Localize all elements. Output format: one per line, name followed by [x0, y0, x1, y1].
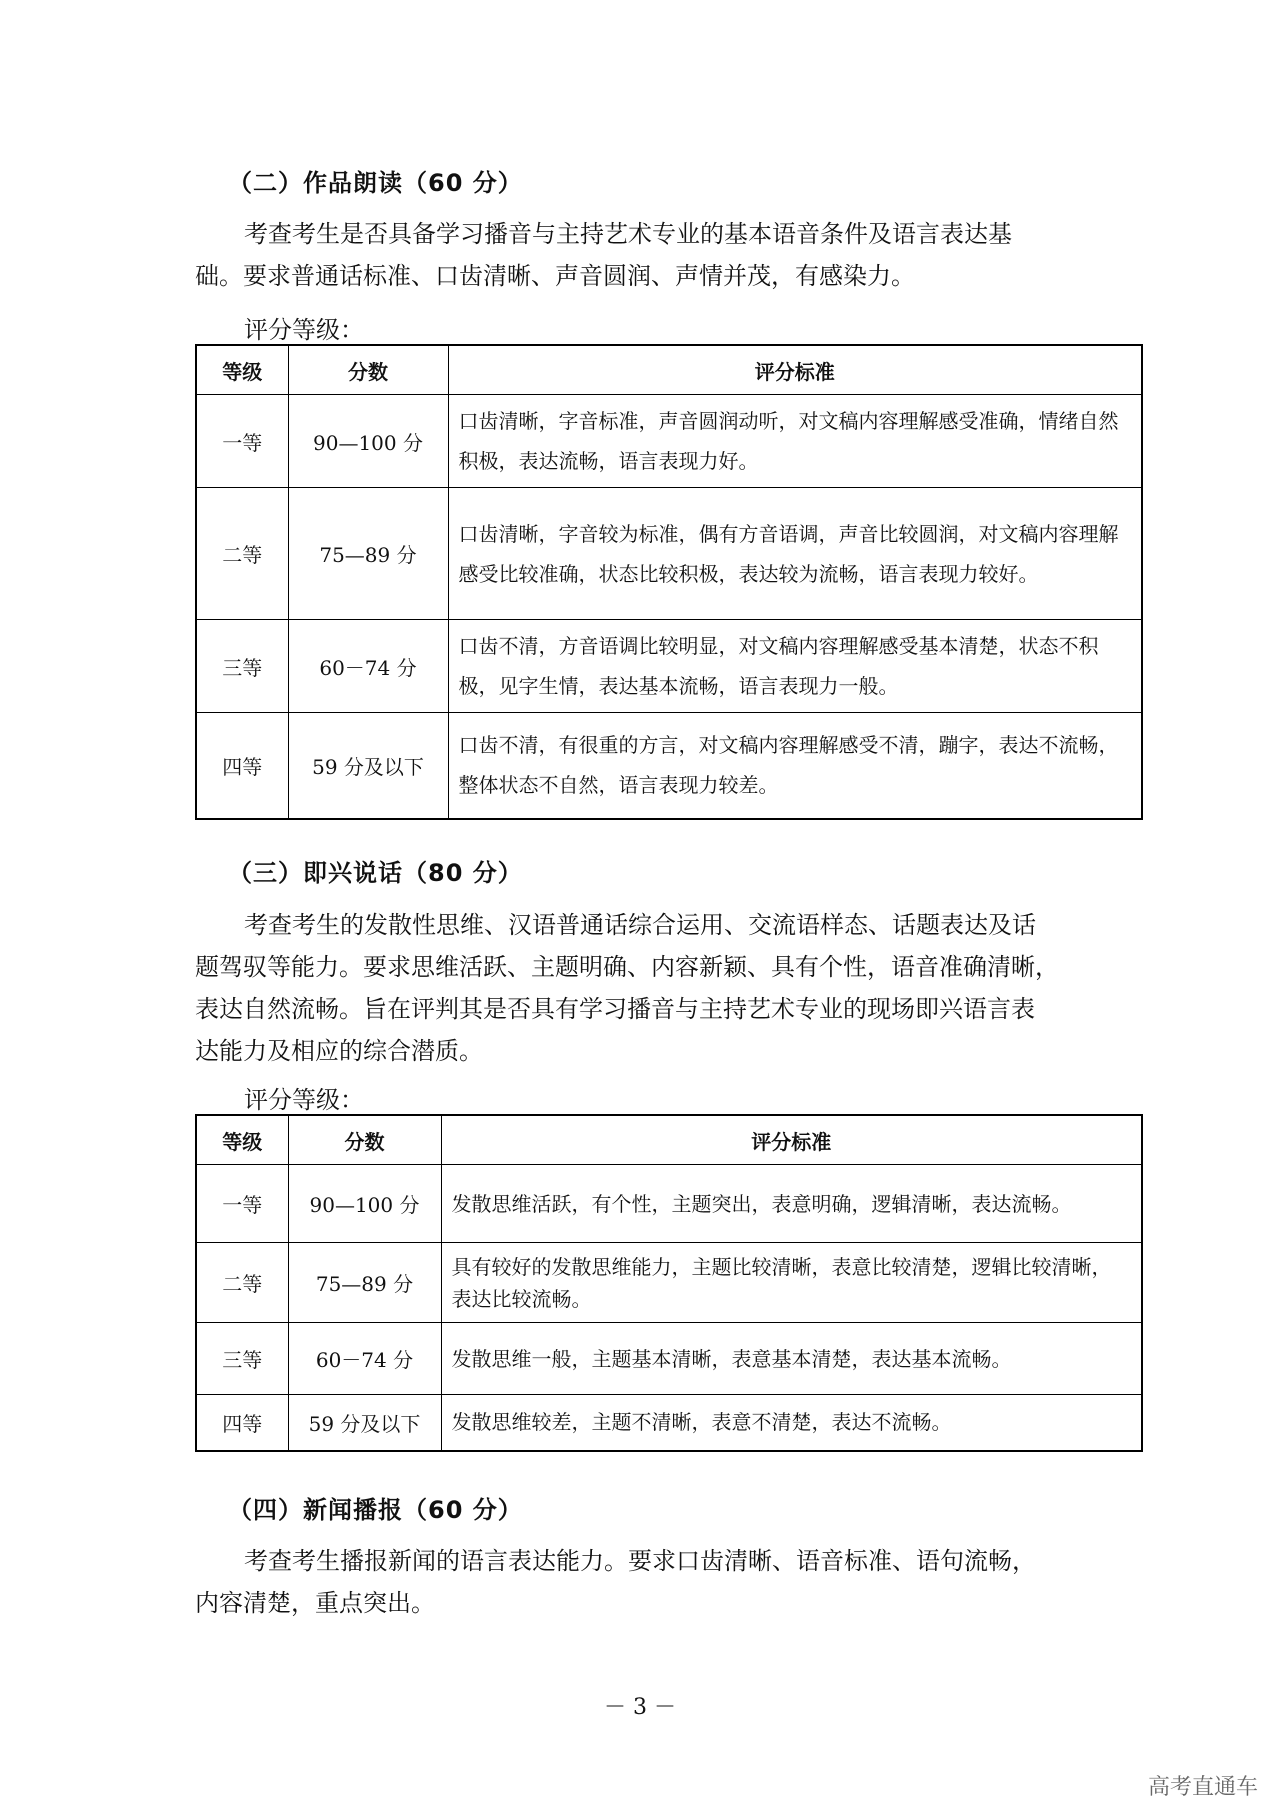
table-row [196, 713, 1142, 819]
section3-grading-table [195, 1114, 1143, 1452]
criteria-cell: 发散思维一般，主题基本清晰，表意基本清楚，表达基本流畅。 [441, 1323, 1142, 1395]
score-cell: 90—100 分 [288, 395, 448, 488]
paragraph-line: 内容清楚，重点突出。 [195, 1589, 435, 1617]
table-row [196, 395, 1142, 488]
criteria-cell: 发散思维较差，主题不清晰，表意不清楚，表达不流畅。 [441, 1395, 1142, 1451]
paragraph-line: 考查考生的发散性思维、汉语普通话综合运用、交流语样态、话题表达及话 [244, 911, 1036, 939]
section3-heading: （三）即兴说话（80 分） [228, 859, 523, 887]
paragraph-line: 础。要求普通话标准、口齿清晰、声音圆润、声情并茂，有感染力。 [195, 262, 915, 290]
grade-cell: 二等 [196, 1243, 288, 1323]
score-cell: 75—89 分 [288, 1243, 441, 1323]
score-cell: 59 分及以下 [288, 713, 448, 819]
section2-grading-table [195, 344, 1143, 820]
header-score: 分数 [288, 345, 448, 395]
section2-paragraph [195, 213, 1095, 297]
criteria-cell: 口齿清晰，字音标准，声音圆润动听，对文稿内容理解感受准确，情绪自然积极，表达流畅，语言表现力好。 [448, 395, 1142, 488]
table-row [196, 1165, 1142, 1243]
section2-grade-label: 评分等级： [244, 316, 364, 344]
table-row [196, 1323, 1142, 1395]
paragraph-line: 达能力及相应的综合潜质。 [195, 1037, 483, 1065]
score-cell: 60－74 分 [288, 1323, 441, 1395]
section3-grade-label: 评分等级： [244, 1086, 364, 1114]
grade-cell: 四等 [196, 1395, 288, 1451]
score-cell: 75—89 分 [288, 488, 448, 620]
table-row [196, 488, 1142, 620]
header-criteria: 评分标准 [448, 345, 1142, 395]
score-cell: 59 分及以下 [288, 1395, 441, 1451]
score-cell: 90—100 分 [288, 1165, 441, 1243]
section3-paragraph [195, 904, 1095, 1072]
table-row [196, 1395, 1142, 1451]
table-row [196, 620, 1142, 713]
grade-cell: 一等 [196, 395, 288, 488]
criteria-cell: 具有较好的发散思维能力，主题比较清晰，表意比较清楚，逻辑比较清晰，表达比较流畅。 [441, 1243, 1142, 1323]
section4-heading: （四）新闻播报（60 分） [228, 1496, 523, 1524]
section2-heading: （二）作品朗读（60 分） [228, 169, 523, 197]
header-grade: 等级 [196, 1115, 288, 1165]
page-number: － 3 － [604, 1695, 676, 1720]
grade-cell: 一等 [196, 1165, 288, 1243]
grade-cell: 三等 [196, 1323, 288, 1395]
watermark-text: 高考直通车 [1147, 1775, 1258, 1800]
criteria-cell: 口齿清晰，字音较为标准，偶有方音语调，声音比较圆润，对文稿内容理解感受比较准确，状态比较积极，表达较为流畅，语言表现力较好。 [448, 488, 1142, 620]
score-cell: 60－74 分 [288, 620, 448, 713]
grade-cell: 二等 [196, 488, 288, 620]
header-score: 分数 [288, 1115, 441, 1165]
criteria-cell: 口齿不清，有很重的方言，对文稿内容理解感受不清，蹦字，表达不流畅，整体状态不自然，语言表现力较差。 [448, 713, 1142, 819]
criteria-cell: 发散思维活跃，有个性，主题突出，表意明确，逻辑清晰，表达流畅。 [441, 1165, 1142, 1243]
table-header-row [196, 1115, 1142, 1165]
header-grade: 等级 [196, 345, 288, 395]
section4-paragraph [195, 1540, 1095, 1624]
paragraph-line: 表达自然流畅。旨在评判其是否具有学习播音与主持艺术专业的现场即兴语言表 [195, 995, 1035, 1023]
table-header-row [196, 345, 1142, 395]
header-criteria: 评分标准 [441, 1115, 1142, 1165]
criteria-cell: 口齿不清，方音语调比较明显，对文稿内容理解感受基本清楚，状态不积极，见字生情，表达基本流畅，语言表现力一般。 [448, 620, 1142, 713]
grade-cell: 三等 [196, 620, 288, 713]
paragraph-line: 考查考生播报新闻的语言表达能力。要求口齿清晰、语音标准、语句流畅， [244, 1547, 1036, 1575]
grade-cell: 四等 [196, 713, 288, 819]
paragraph-line: 题驾驭等能力。要求思维活跃、主题明确、内容新颖、具有个性，语音准确清晰， [195, 953, 1059, 981]
table-row [196, 1243, 1142, 1323]
paragraph-line: 考查考生是否具备学习播音与主持艺术专业的基本语音条件及语言表达基 [244, 220, 1012, 248]
